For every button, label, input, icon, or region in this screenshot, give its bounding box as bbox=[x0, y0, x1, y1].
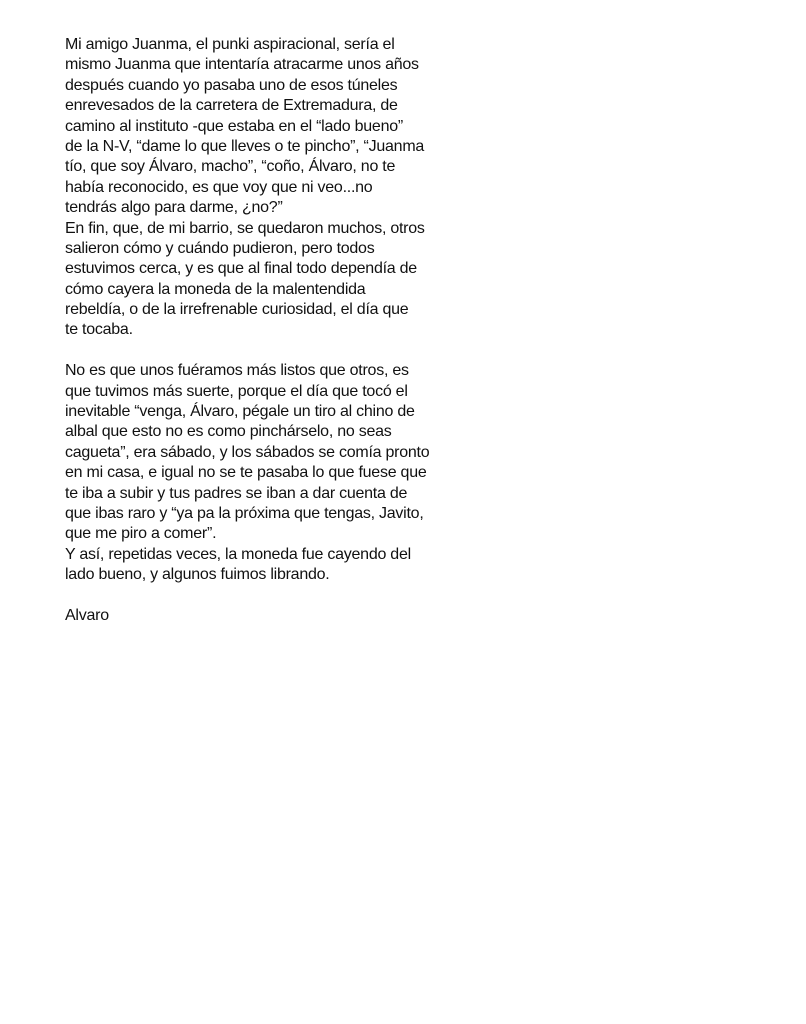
document-page bbox=[65, 35, 445, 626]
text-line: albal que esto no es como pinchárselo, no seas bbox=[65, 423, 392, 441]
text-line: camino al instituto -que estaba en el “lado bueno” bbox=[65, 117, 403, 135]
text-line: después cuando yo pasaba uno de esos túneles bbox=[65, 76, 398, 94]
text-line: tendrás algo para darme, ¿no?” bbox=[65, 199, 283, 217]
paragraph-1 bbox=[65, 35, 445, 341]
text-line: de la N-V, “dame lo que lleves o te pincho”, “Juanma bbox=[65, 137, 425, 155]
text-line: cagueta”, era sábado, y los sábados se comía pronto bbox=[65, 443, 430, 461]
text-line: inevitable “venga, Álvaro, pégale un tiro al chino de bbox=[65, 403, 415, 421]
text-line: Mi amigo Juanma, el punki aspiracional, sería el bbox=[65, 36, 395, 53]
text-line: En fin, que, de mi barrio, se quedaron muchos, otros bbox=[65, 219, 425, 237]
text-line: salieron cómo y cuándo pudieron, pero todos bbox=[65, 239, 375, 257]
text-line: había reconocido, es que voy que ni veo...no bbox=[65, 178, 373, 196]
text-line: que tuvimos más suerte, porque el día que tocó el bbox=[65, 382, 408, 400]
text-line: cómo cayera la moneda de la malentendida bbox=[65, 280, 366, 298]
text-line: No es que unos fuéramos más listos que otros, es bbox=[65, 362, 409, 380]
paragraph-2 bbox=[65, 361, 445, 585]
text-line: te tocaba. bbox=[65, 321, 133, 339]
text-line: que ibas raro y “ya pa la próxima que tengas, Javito, bbox=[65, 504, 424, 522]
text-line: Y así, repetidas veces, la moneda fue cayendo del bbox=[65, 545, 411, 563]
text-line: mismo Juanma que intentaría atracarme unos años bbox=[65, 56, 419, 74]
paragraph-spacer bbox=[65, 341, 445, 361]
author-signature: Alvaro bbox=[65, 606, 109, 624]
paragraph-spacer bbox=[65, 586, 445, 606]
text-line: te iba a subir y tus padres se iban a dar cuenta de bbox=[65, 484, 408, 502]
text-line: tío, que soy Álvaro, macho”, “coño, Álvaro, no te bbox=[65, 158, 396, 176]
text-line: enrevesados de la carretera de Extremadura, de bbox=[65, 97, 398, 115]
text-line: que me piro a comer”. bbox=[65, 525, 217, 543]
text-line: rebeldía, o de la irrefrenable curiosidad, el día que bbox=[65, 301, 409, 319]
text-line: lado bueno, y algunos fuimos librando. bbox=[65, 566, 330, 584]
text-line: estuvimos cerca, y es que al final todo dependía de bbox=[65, 260, 417, 278]
text-line: en mi casa, e igual no se te pasaba lo que fuese que bbox=[65, 464, 427, 482]
